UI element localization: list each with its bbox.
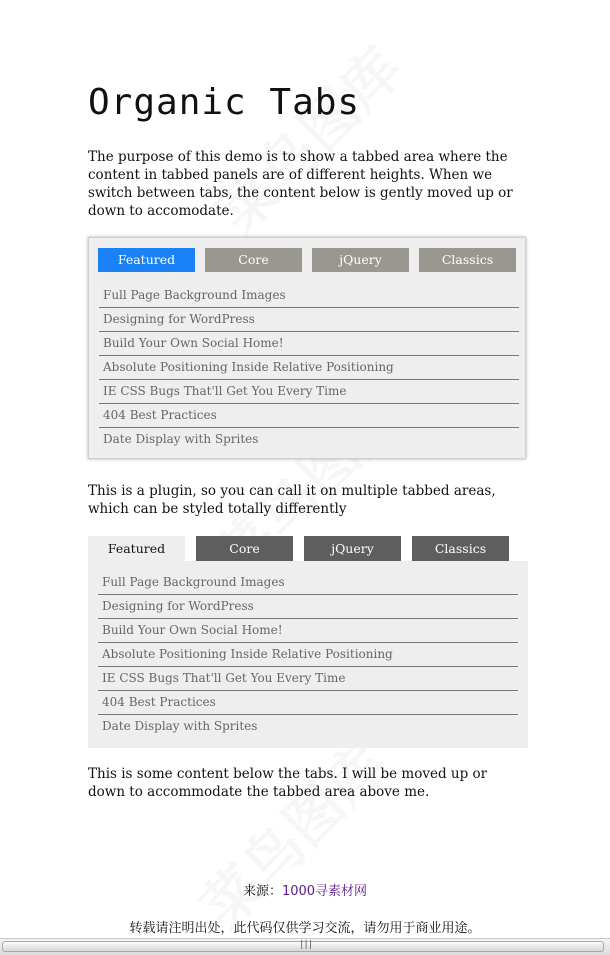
list-item[interactable]: Designing for WordPress (98, 595, 518, 619)
tab-panel-2 (88, 561, 528, 748)
list-item[interactable]: Build Your Own Social Home! (98, 619, 518, 643)
source-link[interactable]: 1000寻素材网 (281, 884, 368, 899)
tab-jquery[interactable]: jQuery (312, 248, 409, 272)
list-item[interactable]: Build Your Own Social Home! (99, 332, 519, 356)
list-item[interactable]: Date Display with Sprites (102, 719, 258, 733)
horizontal-scrollbar[interactable] (0, 938, 610, 955)
tab-jquery[interactable]: jQuery (304, 536, 401, 561)
list-item[interactable]: Absolute Positioning Inside Relative Positioning (98, 643, 518, 667)
grip-icon: ||| (299, 940, 313, 950)
list-item[interactable]: Absolute Positioning Inside Relative Positioning (99, 356, 519, 380)
tab-featured[interactable]: Featured (88, 536, 185, 561)
tab-featured[interactable]: Featured (98, 248, 195, 272)
scrollbar-thumb[interactable] (2, 941, 604, 952)
tab-nav-2 (88, 536, 509, 561)
list-item[interactable]: Date Display with Sprites (103, 432, 259, 446)
article-list-2 (98, 571, 518, 738)
source-label: 来源： (242, 884, 282, 899)
source-credit (0, 880, 610, 899)
list-item[interactable]: Full Page Background Images (98, 571, 518, 595)
tab-core[interactable]: Core (196, 536, 293, 561)
list-item[interactable]: IE CSS Bugs That'll Get You Every Time (99, 380, 519, 404)
page-title: Organic Tabs (88, 82, 361, 123)
article-list-1 (99, 284, 519, 451)
watermark (179, 720, 402, 943)
tabbed-area-1 (88, 237, 526, 459)
tabbed-area-2 (88, 536, 528, 748)
tab-nav-1 (98, 248, 516, 272)
bottom-paragraph: This is some content below the tabs. I will be moved up or down to accommodate the tabbed area above me. (88, 766, 488, 800)
list-item[interactable]: Designing for WordPress (99, 308, 519, 332)
tab-classics[interactable]: Classics (419, 248, 516, 272)
tab-core[interactable]: Core (205, 248, 302, 272)
middle-paragraph: This is a plugin, so you can call it on multiple tabbed areas, which can be styled totally differently (88, 483, 496, 517)
list-item[interactable]: 404 Best Practices (98, 691, 518, 715)
list-item[interactable]: IE CSS Bugs That'll Get You Every Time (98, 667, 518, 691)
intro-paragraph: The purpose of this demo is to show a tabbed area where the content in tabbed panels are of different heights. When we switch between tabs, the content below is gently moved up or down to accomodate. (88, 149, 513, 219)
list-item[interactable]: Full Page Background Images (99, 284, 519, 308)
list-item[interactable]: 404 Best Practices (99, 404, 519, 428)
copyright-notice: 转载请注明出处，此代码仅供学习交流，请勿用于商业用途。 (129, 921, 481, 936)
tab-classics[interactable]: Classics (412, 536, 509, 561)
